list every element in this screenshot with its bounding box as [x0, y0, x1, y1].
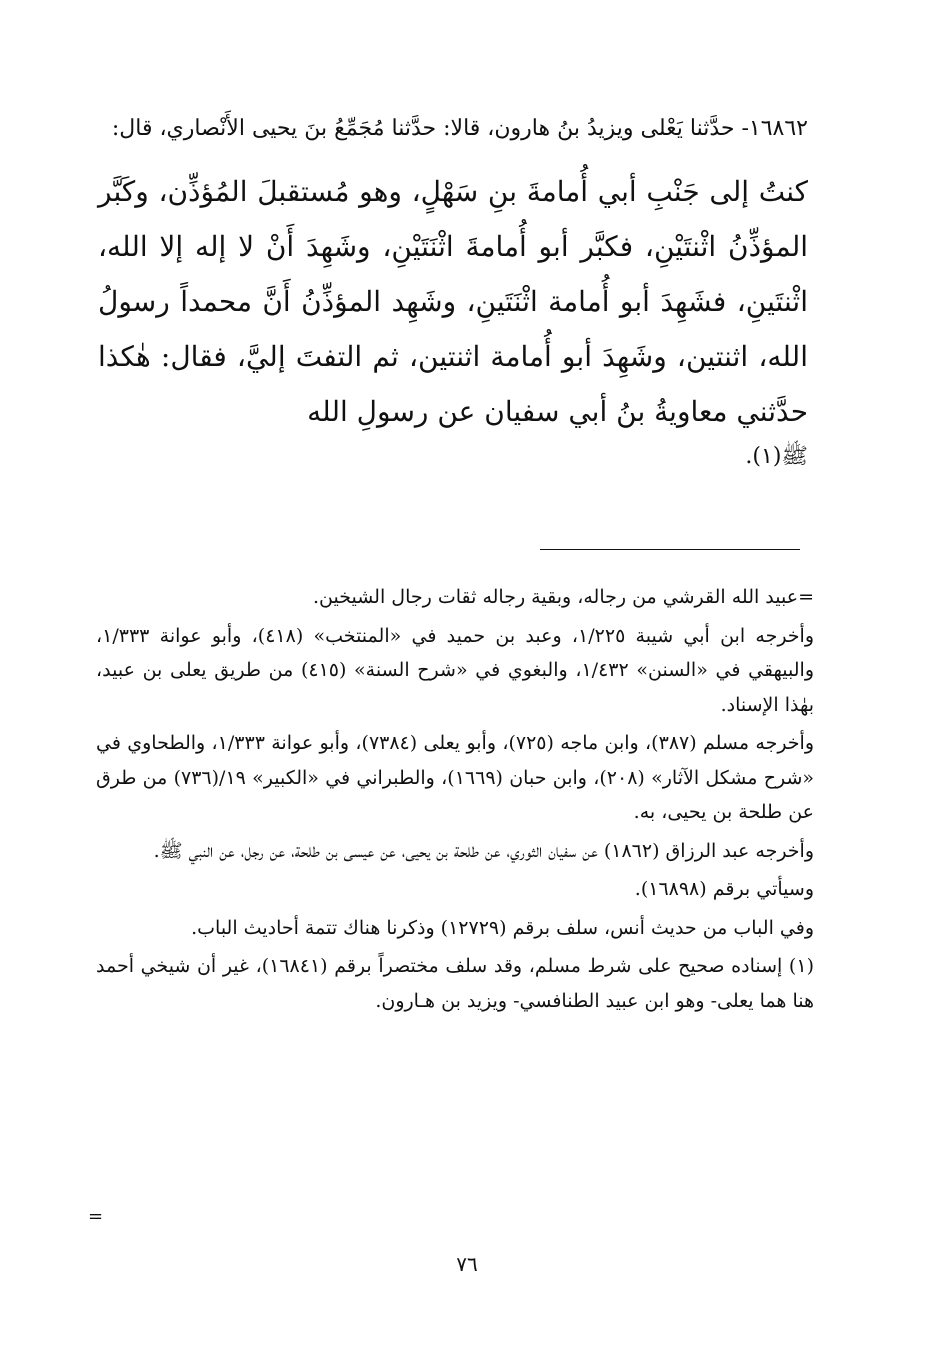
- hadith-block: [98, 108, 808, 475]
- footnote-paragraph: (١) إسناده صحيح على شرط مسلم، وقد سلف مختصراً برقم (١٦٨٤١)، غير أن شيخي أحمد هنا هما يعلى- وهو ابن عبيد الطنافسي- ويزيد بن هـارون.: [96, 955, 814, 1012]
- footnote-paragraph: =عبيد الله القرشي من رجاله، وبقية رجاله ثقات رجال الشيخين.: [313, 586, 814, 608]
- footnote-paragraph: وسيأتي برقم (١٦٨٩٨).: [634, 878, 814, 900]
- continuation-mark: =: [88, 1206, 104, 1227]
- footnote-paragraph: وأخرجه مسلم (٣٨٧)، وابن ماجه (٧٢٥)، وأبو يعلى (٧٣٨٤)، وأبو عوانة ١/٣٣٣، والطحاوي في «شرح مشكل الآثار» (٢٠٨)، وابن حبان (١٦٦٩)، والطبراني في «الكبير» ١٩/(٧٣٦) من طرق عن طلحة بن يحيى، به.: [96, 732, 815, 823]
- footnote-divider: [540, 549, 800, 550]
- footnote-paragraph: وفي الباب من حديث أنس، سلف برقم (١٢٧٢٩) وذكرنا هناك تتمة أحاديث الباب.: [191, 916, 814, 939]
- footnote-paragraph: وأخرجه عبد الرزاق (١٨٦٢) عن سفيان الثوري، عن طلحة بن يحيى، عن عيسى بن طلحة، عن رجل، عن النبي ﷺ.: [153, 839, 814, 862]
- page-number: ٧٦: [456, 1252, 478, 1276]
- footnote-paragraph: وأخرجه ابن أبي شيبة ١/٢٢٥، وعبد بن حميد في «المنتخب» (٤١٨)، وأبو عوانة ١/٣٣٣، والبيهقي في «السنن» ١/٤٣٢، والبغوي في «شرح السنة» (٤١٥) من طريق يعلى بن عبيد، بهٰذا الإسناد.: [96, 624, 814, 716]
- hadith-salutation: ﷺ(١).: [745, 444, 808, 469]
- hadith-isnad: ١٦٨٦٢- حدَّثنا يَعْلى ويزيدُ بنُ هارون، قالا: حدَّثنا مُجَمِّعُ بنَ يحيى الأَنْصاري، قال:: [111, 116, 808, 141]
- hadith-matn: كنتُ إلى جَنْبِ أبي أُمامةَ بنِ سَهْلٍ، وهو مُستقبلَ المُؤذِّن، وكَبَّر المؤذِّنُ اثْنتَيْنِ، فكبَّر أبو أُمامةَ اثْنَتَيْنِ، وشَهِدَ أَنْ لا إله إلا الله، اثْنتَينِ، فشَهِدَ أبو أُمامة اثْنَتَينِ، وشَهِد المؤذِّنُ أَنَّ محمداً رسولُ الله، اثنتين، وشَهِدَ أبو أُمامة اثنتين، ثم التفتَ إليَّ، فقال: هٰكذا حدَّثني معاويةُ بنُ أبي سفيان عن رسولِ الله: [98, 175, 808, 428]
- footnotes: [96, 580, 814, 1022]
